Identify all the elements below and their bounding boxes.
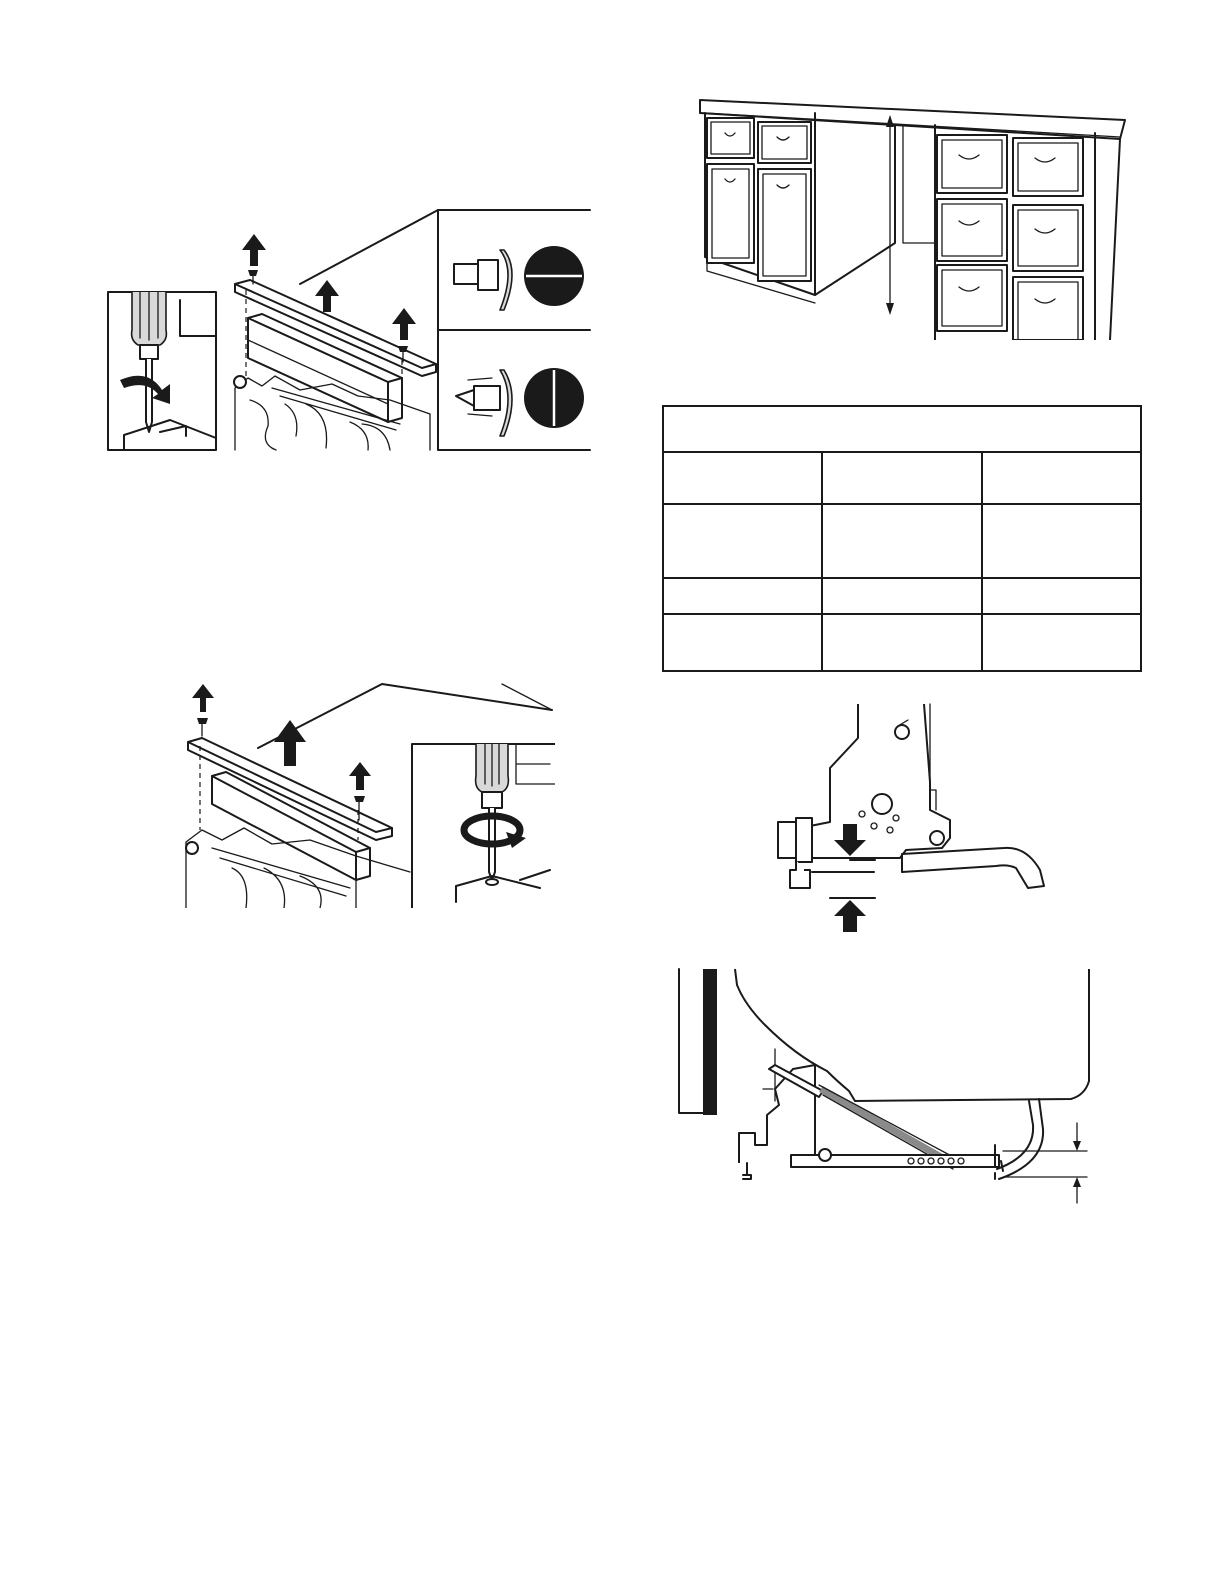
screwdriver-icon [132,292,167,432]
table-cell [982,504,1141,578]
lift-arrow-icon [242,234,266,266]
side-view-figure [675,965,1100,1210]
table-cell [982,452,1141,504]
table-title [663,406,1141,452]
screwdriver-icon [476,744,509,880]
table-cell [663,452,822,504]
rotating-screwdriver-inset [412,744,555,908]
lift-arrow-icon [274,720,306,766]
left-drawer-top-2 [758,122,811,163]
table-cell [982,578,1141,614]
clip-detail-insets [438,210,590,450]
vertical-dimension-arrow-icon [886,115,894,315]
table-cell [663,504,822,578]
lift-arrow-icon [392,308,416,340]
height-dimension-arrow-icon [1073,1123,1081,1203]
right-drawer-5 [937,265,1007,331]
lift-arrow-icon [315,280,339,312]
screwdriver-inset [108,292,216,450]
table-cell [663,578,822,614]
left-door-2 [758,169,811,281]
table-cell [663,614,822,671]
clip-fastener-icon [456,368,584,436]
table-cell [822,452,981,504]
panel-assembly [234,210,438,450]
panel-screw-removal-figure [180,680,555,908]
right-drawer-6 [1013,277,1083,340]
left-door-1 [707,164,754,263]
up-arrow-icon [834,900,866,932]
left-drawer-top-1 [707,118,754,158]
lift-arrow-icon [192,684,214,712]
right-drawer-1 [937,135,1007,193]
specification-table [662,405,1142,672]
table-cell [822,578,981,614]
right-drawer-2 [1013,138,1083,196]
table-cell [822,614,981,671]
clip-fastener-icon [454,246,584,310]
lift-arrow-icon [349,762,371,790]
leveling-leg-figure [770,700,1070,940]
table-cell [822,504,981,578]
right-drawer-3 [937,199,1007,261]
toe-panel-removal-figure [100,200,600,460]
right-drawer-4 [1013,205,1083,271]
cabinet-opening-figure [695,95,1135,340]
screw-icon [197,718,208,736]
table-cell [982,614,1141,671]
